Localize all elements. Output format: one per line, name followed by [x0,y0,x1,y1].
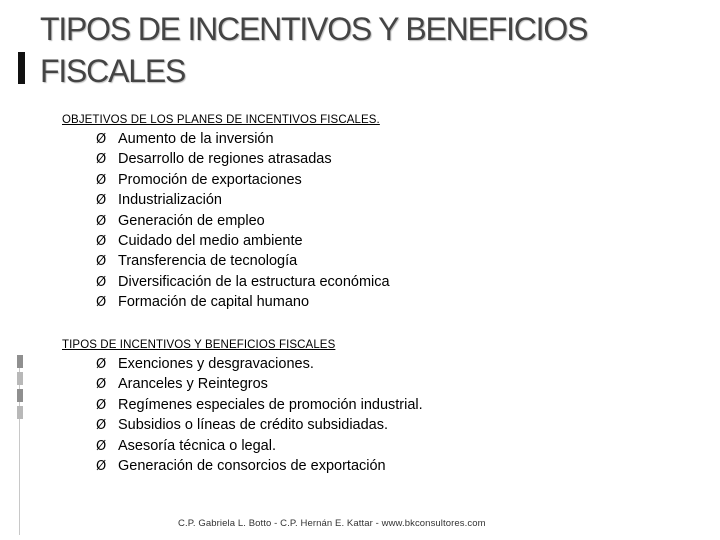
side-strip-square [17,406,23,419]
list-item [96,149,390,169]
section-heading-objectives: OBJETIVOS DE LOS PLANES DE INCENTIVOS FISCALES. [62,114,380,126]
arrow-bullet-icon: Ø [96,233,107,249]
list-item [96,292,390,312]
list-item-text: Regímenes especiales de promoción industrial. [118,396,423,413]
list-item-text: Asesoría técnica o legal. [118,437,276,454]
arrow-bullet-icon: Ø [96,377,107,393]
list-item-text: Transferencia de tecnología [118,253,298,270]
objectives-list [96,129,390,313]
slide-title-line-1: TIPOS DE INCENTIVOS Y BENEFICIOS [40,11,588,47]
arrow-bullet-icon: Ø [96,152,107,168]
list-item-text: Generación de consorcios de exportación [118,457,386,474]
list-item-text: Promoción de exportaciones [118,171,302,188]
arrow-bullet-icon: Ø [96,254,107,270]
list-item [96,272,390,292]
arrow-bullet-icon: Ø [96,397,107,413]
list-item [96,374,423,394]
list-item [96,170,390,190]
arrow-bullet-icon: Ø [96,213,107,229]
list-item-text: Industrialización [118,192,222,209]
footer-credits: C.P. Gabriela L. Botto - C.P. Hernán E. Kattar - www.bkconsultores.com [178,518,486,529]
arrow-bullet-icon: Ø [96,132,107,147]
slide-title [40,8,700,92]
arrow-bullet-icon: Ø [96,193,107,209]
list-item-text: Exenciones y desgravaciones. [118,356,314,372]
arrow-bullet-icon: Ø [96,295,107,311]
incentive-types-list [96,354,423,476]
list-item-text: Cuidado del medio ambiente [118,232,303,249]
list-item-text: Aumento de la inversión [118,131,274,147]
arrow-bullet-icon: Ø [96,357,107,372]
side-strip-square [17,372,23,385]
arrow-bullet-icon: Ø [96,172,107,188]
section-heading-incentive-types: TIPOS DE INCENTIVOS Y BENEFICIOS FISCALES [62,339,336,351]
list-item-text: Subsidios o líneas de crédito subsidiadas. [118,417,389,434]
arrow-bullet-icon: Ø [96,418,107,434]
list-item [96,211,390,231]
side-strip-square [17,355,23,368]
arrow-bullet-icon: Ø [96,274,107,290]
list-item-text: Generación de empleo [118,212,265,229]
list-item [96,231,390,251]
list-item [96,415,423,435]
list-item [96,354,423,374]
list-item [96,395,423,415]
list-item [96,436,423,456]
list-item-text: Formación de capital humano [118,294,310,311]
list-item-text: Diversificación de la estructura económica [118,273,390,290]
list-item [96,456,423,476]
list-item-text: Aranceles y Reintegros [118,376,268,393]
side-strip-square [17,389,23,402]
list-item [96,190,390,210]
list-item [96,129,390,149]
list-item [96,251,390,271]
list-item-text: Desarrollo de regiones atrasadas [118,151,332,168]
arrow-bullet-icon: Ø [96,458,107,474]
title-accent-bar [18,52,25,84]
arrow-bullet-icon: Ø [96,438,107,454]
decorative-side-strip [17,355,23,535]
slide-title-line-2: FISCALES [40,53,186,89]
